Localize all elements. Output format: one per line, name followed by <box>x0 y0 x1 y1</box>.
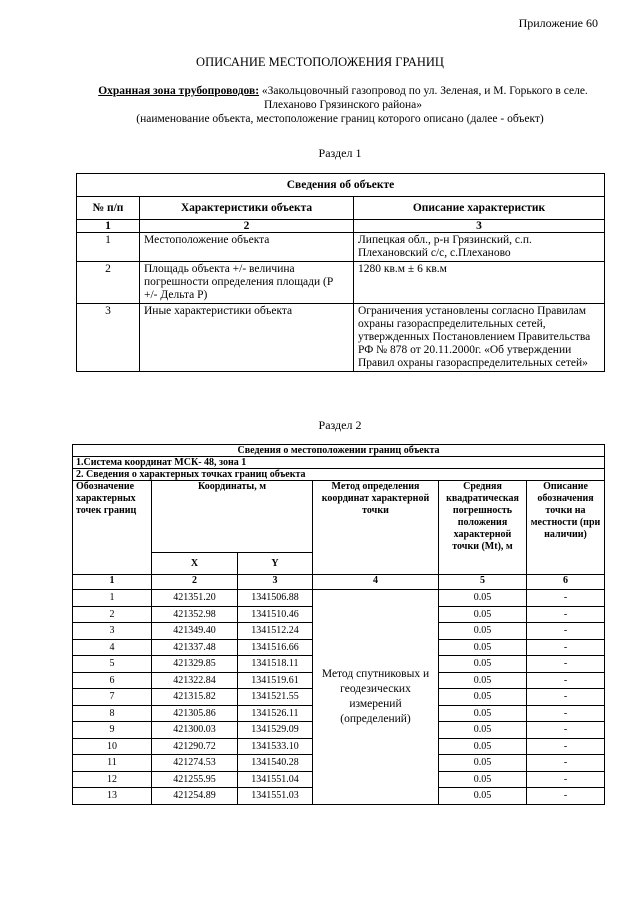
point-error: 0.05 <box>439 639 527 656</box>
point-description: - <box>527 590 605 607</box>
table-row <box>77 304 605 372</box>
zone-description: «Закольцовочный газопровод по ул. Зеленая, и М. Горького в селе. Плеханово Грязинского района» <box>261 85 588 111</box>
point-number: 13 <box>73 788 152 805</box>
point-x: 421351.20 <box>152 590 238 607</box>
point-description: - <box>527 672 605 689</box>
col-number: 3 <box>354 220 605 233</box>
row-characteristic: Площадь объекта +/- величина погрешности определения площади (Р +/- Дельта Р) <box>140 262 354 304</box>
point-error: 0.05 <box>439 738 527 755</box>
row-characteristic: Иные характеристики объекта <box>140 304 354 372</box>
object-info-table <box>76 173 605 372</box>
col-number: 1 <box>73 575 152 590</box>
point-number: 5 <box>73 656 152 673</box>
point-description: - <box>527 771 605 788</box>
col-number: 2 <box>140 220 354 233</box>
point-y: 1341516.66 <box>238 639 313 656</box>
point-description: - <box>527 656 605 673</box>
row-number: 3 <box>77 304 140 372</box>
header-y: Y <box>238 553 313 575</box>
point-y: 1341526.11 <box>238 705 313 722</box>
table-row <box>77 262 605 304</box>
point-y: 1341506.88 <box>238 590 313 607</box>
point-y: 1341518.11 <box>238 656 313 673</box>
col-number: 3 <box>238 575 313 590</box>
col-number: 4 <box>313 575 439 590</box>
point-error: 0.05 <box>439 788 527 805</box>
point-x: 421315.82 <box>152 689 238 706</box>
header-method: Метод определения координат характерной точки <box>313 481 439 575</box>
point-x: 421329.85 <box>152 656 238 673</box>
point-number: 4 <box>73 639 152 656</box>
point-error: 0.05 <box>439 755 527 772</box>
object-info-title: Сведения об объекте <box>77 174 605 197</box>
points-section-title: 2. Сведения о характерных точках границ объекта <box>73 469 605 481</box>
point-x: 421322.84 <box>152 672 238 689</box>
header-point-description: Описание обозначения точки на местности (при наличии) <box>527 481 605 575</box>
zone-label: Охранная зона трубопроводов: <box>98 85 260 97</box>
point-description: - <box>527 639 605 656</box>
point-description: - <box>527 689 605 706</box>
point-x: 421274.53 <box>152 755 238 772</box>
point-y: 1341551.03 <box>238 788 313 805</box>
point-y: 1341529.09 <box>238 722 313 739</box>
coordinate-system: 1.Система координат МСК- 48, зона 1 <box>73 457 605 469</box>
header-description: Описание характеристик <box>354 197 605 220</box>
header-number: № п/п <box>77 197 140 220</box>
point-error: 0.05 <box>439 722 527 739</box>
point-x: 421255.95 <box>152 771 238 788</box>
point-error: 0.05 <box>439 590 527 607</box>
point-x: 421300.03 <box>152 722 238 739</box>
method-cell: Метод спутниковых и геодезических измерений (определений) <box>313 590 439 805</box>
col-number: 2 <box>152 575 238 590</box>
point-y: 1341551.04 <box>238 771 313 788</box>
point-number: 2 <box>73 606 152 623</box>
point-y: 1341510.46 <box>238 606 313 623</box>
col-number: 5 <box>439 575 527 590</box>
point-error: 0.05 <box>439 623 527 640</box>
point-error: 0.05 <box>439 606 527 623</box>
point-number: 9 <box>73 722 152 739</box>
point-error: 0.05 <box>439 771 527 788</box>
point-x: 421305.86 <box>152 705 238 722</box>
point-x: 421349.40 <box>152 623 238 640</box>
point-number: 3 <box>73 623 152 640</box>
point-description: - <box>527 606 605 623</box>
header-error: Средняя квадратическая погрешность положения характерной точки (Mt), м <box>439 481 527 575</box>
point-number: 8 <box>73 705 152 722</box>
table-row <box>77 233 605 262</box>
point-description: - <box>527 722 605 739</box>
point-y: 1341533.10 <box>238 738 313 755</box>
point-description: - <box>527 623 605 640</box>
row-description: Ограничения установлены согласно Правилам охраны газораспределительных сетей, утвержденных Постановлением Правительства РФ № 878 от 20.11.2000г. «Об утверждении Правил охраны газораспределительных сетей» <box>354 304 605 372</box>
table-row <box>73 590 605 607</box>
header-characteristic: Характеристики объекта <box>140 197 354 220</box>
col-number: 1 <box>77 220 140 233</box>
boundary-table-title: Сведения о местоположении границ объекта <box>73 445 605 457</box>
point-y: 1341512.24 <box>238 623 313 640</box>
object-hint: (наименование объекта, местоположение границ которого описано (далее - объект) <box>136 113 544 125</box>
row-description: 1280 кв.м ± 6 кв.м <box>354 262 605 304</box>
object-name <box>78 84 608 112</box>
point-x: 421352.98 <box>152 606 238 623</box>
section-1-title: Раздел 1 <box>318 146 362 160</box>
point-description: - <box>527 705 605 722</box>
header-designation: Обозначение характерных точек границ <box>73 481 152 575</box>
point-y: 1341521.55 <box>238 689 313 706</box>
page-title: ОПИСАНИЕ МЕСТОПОЛОЖЕНИЯ ГРАНИЦ <box>196 55 444 69</box>
point-error: 0.05 <box>439 672 527 689</box>
header-x: X <box>152 553 238 575</box>
point-x: 421254.89 <box>152 788 238 805</box>
point-number: 7 <box>73 689 152 706</box>
point-number: 11 <box>73 755 152 772</box>
point-number: 1 <box>73 590 152 607</box>
col-number: 6 <box>527 575 605 590</box>
point-error: 0.05 <box>439 656 527 673</box>
point-description: - <box>527 755 605 772</box>
row-number: 2 <box>77 262 140 304</box>
point-y: 1341519.61 <box>238 672 313 689</box>
point-number: 6 <box>73 672 152 689</box>
point-description: - <box>527 788 605 805</box>
point-number: 10 <box>73 738 152 755</box>
row-description: Липецкая обл., р-н Грязинский, с.п. Плехановский с/с, с.Плеханово <box>354 233 605 262</box>
section-2-title: Раздел 2 <box>318 418 362 432</box>
point-y: 1341540.28 <box>238 755 313 772</box>
appendix-label: Приложение 60 <box>518 16 598 30</box>
row-characteristic: Местоположение объекта <box>140 233 354 262</box>
row-number: 1 <box>77 233 140 262</box>
point-number: 12 <box>73 771 152 788</box>
header-coordinates: Координаты, м <box>152 481 313 553</box>
point-error: 0.05 <box>439 689 527 706</box>
point-description: - <box>527 738 605 755</box>
point-error: 0.05 <box>439 705 527 722</box>
boundary-points-table <box>72 444 605 805</box>
point-x: 421337.48 <box>152 639 238 656</box>
point-x: 421290.72 <box>152 738 238 755</box>
